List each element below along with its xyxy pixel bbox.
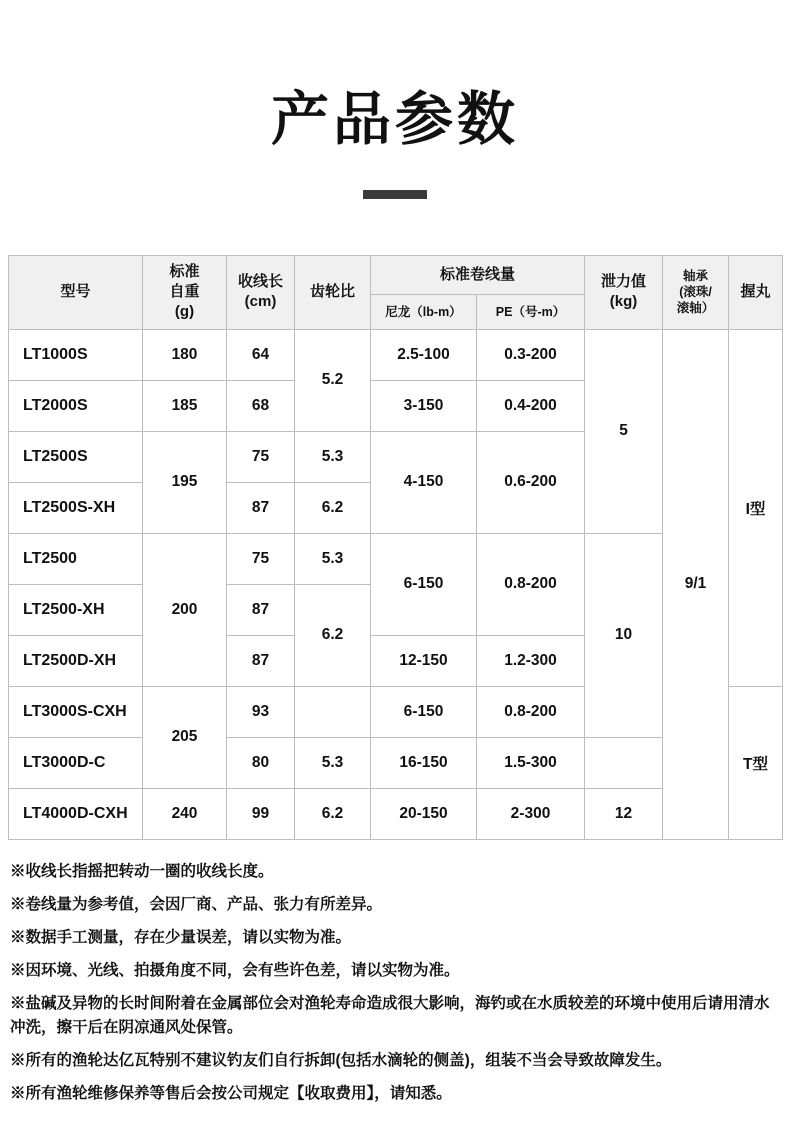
header-retrieve-line1: 收线长 bbox=[237, 272, 283, 290]
header-retrieve bbox=[227, 255, 295, 329]
cell-pe: 0.3-200 bbox=[477, 329, 585, 380]
cell-gear bbox=[295, 686, 371, 737]
cell-retrieve: 93 bbox=[227, 686, 295, 737]
cell-gear: 6.2 bbox=[295, 788, 371, 839]
cell-gear: 6.2 bbox=[295, 482, 371, 533]
note-item: ※收线长指摇把转动一圈的收线长度。 bbox=[10, 862, 274, 880]
cell-nylon: 16-150 bbox=[371, 737, 477, 788]
header-bearings-line3: 滚轴） bbox=[676, 301, 715, 316]
header-nylon: 尼龙（lb-m） bbox=[371, 295, 477, 330]
header-bearings bbox=[663, 255, 729, 329]
cell-drag: 5 bbox=[585, 329, 663, 533]
spec-table bbox=[8, 255, 783, 840]
note-item: ※所有的渔轮达亿瓦特别不建议钓友们自行拆卸(包括水滴轮的侧盖)，组装不当会导致故障发生。 bbox=[10, 1051, 672, 1069]
cell-drag: 12 bbox=[585, 788, 663, 839]
cell-model: LT2500S-XH bbox=[9, 482, 143, 533]
cell-pe: 1.5-300 bbox=[477, 737, 585, 788]
cell-weight: 205 bbox=[143, 686, 227, 788]
cell-retrieve: 99 bbox=[227, 788, 295, 839]
table-row bbox=[9, 329, 783, 380]
cell-weight: 240 bbox=[143, 788, 227, 839]
header-drag bbox=[585, 255, 663, 329]
cell-model: LT3000D-C bbox=[9, 737, 143, 788]
title-divider bbox=[363, 190, 427, 199]
cell-model: LT2500D-XH bbox=[9, 635, 143, 686]
header-weight-line1: 标准 bbox=[169, 262, 200, 280]
cell-pe: 0.8-200 bbox=[477, 533, 585, 635]
cell-retrieve: 64 bbox=[227, 329, 295, 380]
cell-gear: 6.2 bbox=[295, 584, 371, 686]
cell-nylon: 12-150 bbox=[371, 635, 477, 686]
cell-pe: 0.8-200 bbox=[477, 686, 585, 737]
cell-nylon: 4-150 bbox=[371, 431, 477, 533]
cell-knob: I型 bbox=[729, 329, 783, 686]
cell-drag: 10 bbox=[585, 533, 663, 737]
page-title: 产品参数 bbox=[270, 85, 519, 153]
note-item: ※所有渔轮维修保养等售后会按公司规定【收取费用】，请知悉。 bbox=[10, 1084, 452, 1102]
header-knob: 握丸 bbox=[729, 255, 783, 329]
cell-gear: 5.3 bbox=[295, 431, 371, 482]
cell-gear: 5.3 bbox=[295, 533, 371, 584]
cell-model: LT2500 bbox=[9, 533, 143, 584]
header-drag-line1: 泄力值 bbox=[601, 272, 647, 290]
cell-gear: 5.3 bbox=[295, 737, 371, 788]
cell-retrieve: 87 bbox=[227, 482, 295, 533]
cell-retrieve: 68 bbox=[227, 380, 295, 431]
cell-weight: 200 bbox=[143, 533, 227, 686]
cell-model: LT4000D-CXH bbox=[9, 788, 143, 839]
cell-knob: T型 bbox=[729, 686, 783, 839]
header-retrieve-line2: (cm) bbox=[244, 293, 277, 311]
header-bearings-line1: 轴承 bbox=[683, 268, 709, 283]
header-drag-line2: (kg) bbox=[609, 293, 638, 311]
cell-retrieve: 80 bbox=[227, 737, 295, 788]
header-bearings-line2: (滚珠/ bbox=[679, 285, 712, 300]
note-item: ※因环境、光线、拍摄角度不同，会有些许色差，请以实物为准。 bbox=[10, 961, 460, 979]
cell-weight: 180 bbox=[143, 329, 227, 380]
cell-weight: 195 bbox=[143, 431, 227, 533]
spec-table-wrapper bbox=[0, 255, 790, 840]
cell-nylon: 6-150 bbox=[371, 533, 477, 635]
cell-model: LT3000S-CXH bbox=[9, 686, 143, 737]
cell-nylon: 20-150 bbox=[371, 788, 477, 839]
cell-pe: 2-300 bbox=[477, 788, 585, 839]
cell-retrieve: 87 bbox=[227, 584, 295, 635]
header-weight-line2: 自重 bbox=[169, 283, 200, 301]
header-line-capacity: 标准卷线量 bbox=[371, 255, 585, 294]
header-model: 型号 bbox=[9, 255, 143, 329]
cell-pe: 0.4-200 bbox=[477, 380, 585, 431]
note-item: ※卷线量为参考值，会因厂商、产品、张力有所差异。 bbox=[10, 895, 383, 913]
note-item: ※盐碱及异物的长时间附着在金属部位会对渔轮寿命造成很大影响，海钓或在水质较差的环境中使用后请用清水冲洗，擦干后在阴凉通风处保管。 bbox=[10, 994, 770, 1036]
cell-retrieve: 75 bbox=[227, 431, 295, 482]
header-pe: PE（号-m） bbox=[477, 295, 585, 330]
cell-nylon: 3-150 bbox=[371, 380, 477, 431]
cell-retrieve: 87 bbox=[227, 635, 295, 686]
header-weight-line3: (g) bbox=[174, 303, 195, 321]
cell-pe: 0.6-200 bbox=[477, 431, 585, 533]
cell-model: LT1000S bbox=[9, 329, 143, 380]
cell-nylon: 6-150 bbox=[371, 686, 477, 737]
note-item: ※数据手工测量，存在少量误差，请以实物为准。 bbox=[10, 928, 352, 946]
header-gear-ratio: 齿轮比 bbox=[295, 255, 371, 329]
notes-section bbox=[0, 860, 790, 1143]
cell-retrieve: 75 bbox=[227, 533, 295, 584]
cell-model: LT2500S bbox=[9, 431, 143, 482]
cell-weight: 185 bbox=[143, 380, 227, 431]
header-weight bbox=[143, 255, 227, 329]
cell-model: LT2000S bbox=[9, 380, 143, 431]
table-body bbox=[9, 329, 783, 839]
cell-bearing: 9/1 bbox=[663, 329, 729, 839]
cell-nylon: 2.5-100 bbox=[371, 329, 477, 380]
table-header bbox=[9, 255, 783, 329]
cell-model: LT2500-XH bbox=[9, 584, 143, 635]
cell-pe: 1.2-300 bbox=[477, 635, 585, 686]
cell-gear: 5.2 bbox=[295, 329, 371, 431]
